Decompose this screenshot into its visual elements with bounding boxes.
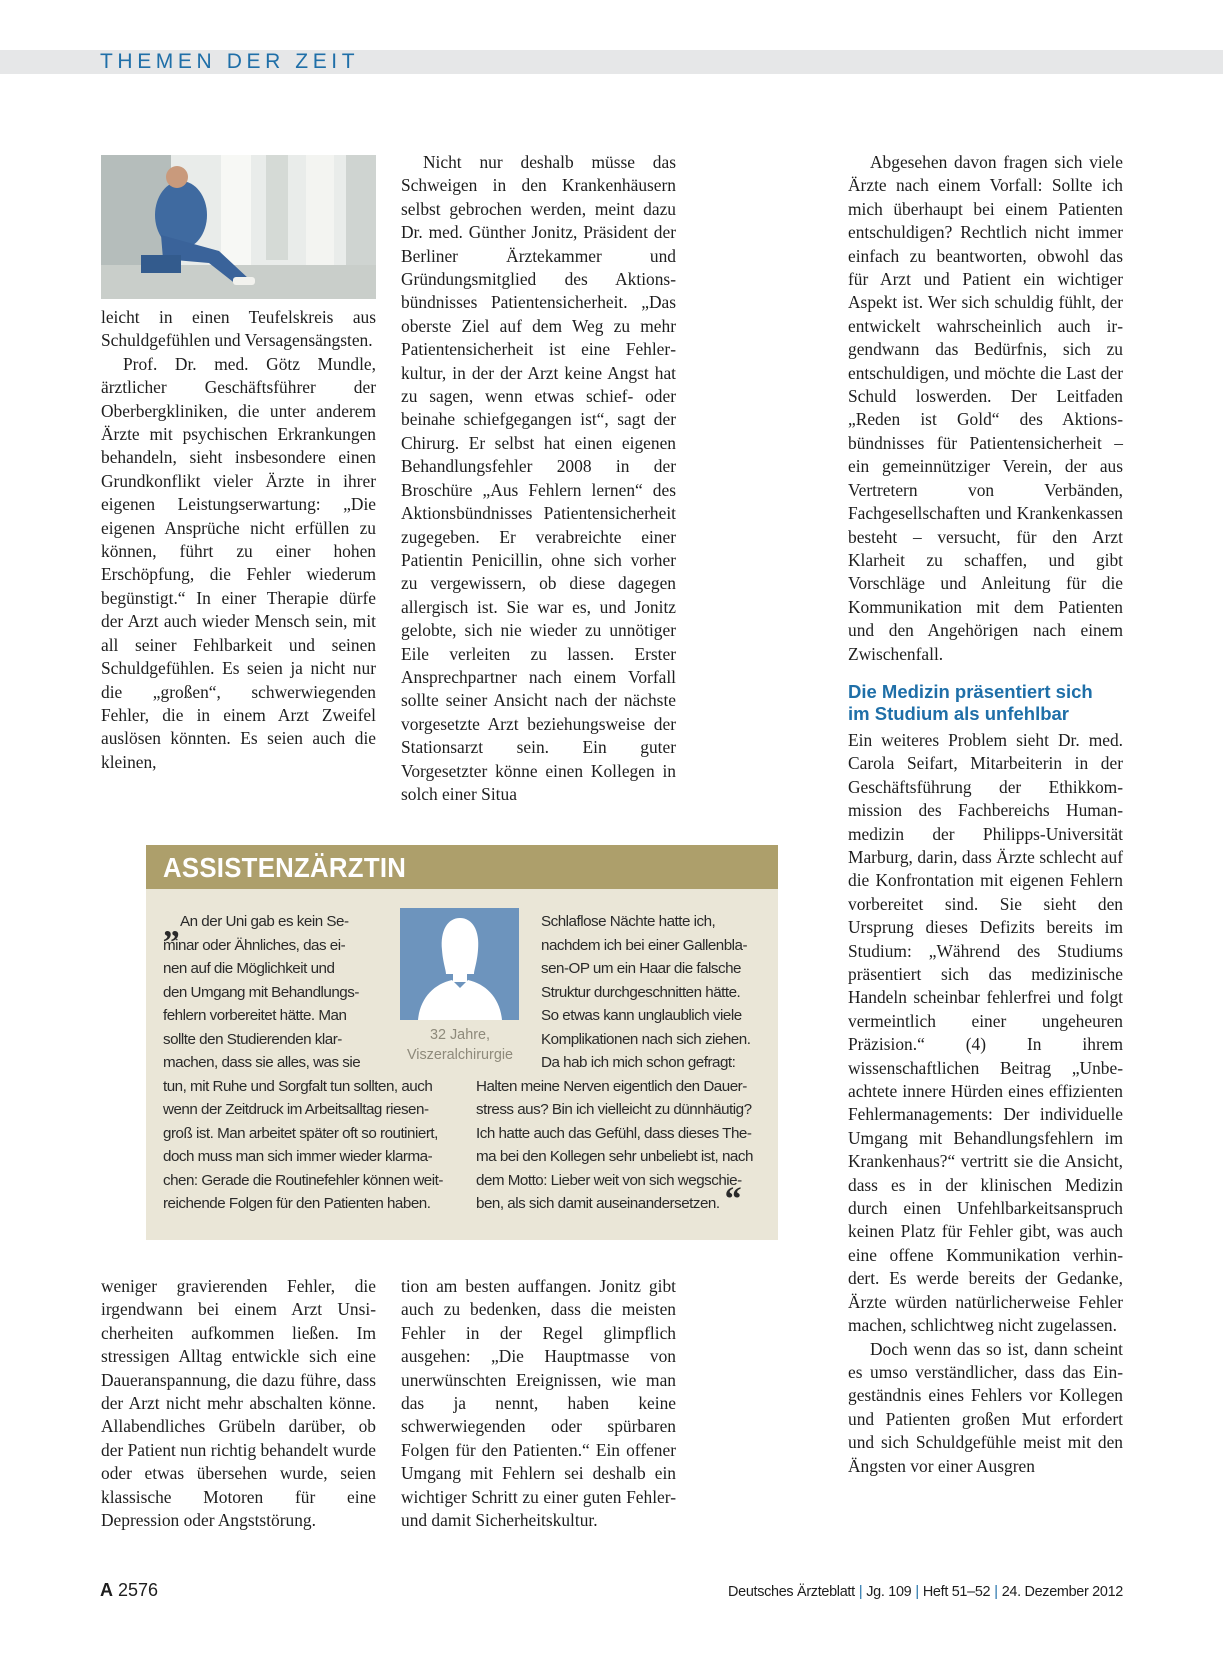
paragraph: tion am besten auffangen. Jonitz gibt auch zu bedenken, dass die meisten Fehler in der Regel glimpflich ausgehen: „Die Hauptmasse von unerwünschten Ereignissen, wie man das ja nennt, haben keine schwerwiegenden oder spürbaren Folgen für den Patienten.“ Ein offener Umgang mit Fehlern sei deshalb ein wichtiger Schritt zu einer guten Fehler- und damit Sicherheitskultur.	[401, 1276, 676, 1531]
article-column-2-bottom	[401, 1275, 676, 1532]
quote-box	[146, 845, 778, 1240]
paragraph: Nicht nur deshalb müsse das Schweigen in den Krankenhäusern selbst gebrochen werden, meint dazu Dr. med. Günther Jonitz, Präsident der Berliner Ärztekammer und Gründungsmitglied des Aktionsbündnisses Patientensicherheit. „Das oberste Ziel auf dem Weg zu mehr Patientensicherheit ist eine Fehlerkultur, in der der Arzt keine Angst hat zu sagen, wenn etwas schief- oder beinahe schiefgegangen ist“, sagt der Chirurg. Er selbst hat einen eigenen Behandlungsfehler 2008 in der Broschüre „Aus Fehlern lernen“ des Aktionsbündnisses Patientensicherheit zugegeben. Er verabreichte einer Patientin Penicillin, ohne sich vorher zu vergewissern, ob diese dagegen allergisch ist. Sie war es, und Jonitz gelobte, sich nie wieder zu unnötiger Eile verleiten zu lassen. Erster Ansprechpartner nach einem Vorfall sollte seiner Ansicht nach der nächste vorgesetzte Arzt beziehungsweise der Stationsarzt sein. Ein guter Vorgesetzter könne einen Kollegen in solch einer Situa	[401, 152, 676, 804]
quote-right-lower: Halten meine Nerven eigentlich den Dauer- stress aus? Bin ich vielleicht zu dünnhäutig? Ich hatte auch das Gefühl, dass dieses The- ma bei den Kollegen sehr unbeliebt ist, nach dem Motto: Lieber weit von sich wegschie- ben, als sich damit auseinandersetzen. “	[476, 1077, 753, 1218]
open-quote-mark: „	[163, 907, 176, 944]
doctor-sitting-on-floor-photo	[101, 155, 376, 299]
quote-left: „ An der Uni gab es kein Se- minar oder Ähnliches, das ei- nen auf die Möglichkeit und den Umgang mit Behandlungs- fehlern vorbereitet hätte. Man sollte den Studierenden klar- machen, dass sie alles, was sie tun, mit Ruhe und Sorgfalt tun sollten, auch wenn der Zeitdruck im Arbeitsalltag riesen- groß ist. Man arbeitet später oft so routiniert, doch muss man sich immer wieder klarma- chen: Gerade die Routinefehler können weit- reichende Folgen für den Patienten haben.	[163, 907, 443, 1212]
paragraph: Prof. Dr. med. Götz Mundle, ärztlicher Geschäftsführer der Oberbergkliniken, die unter anderem Ärzte mit psychischen Erkrankungen behandeln, sieht insbesondere einen Grundkonflikt vieler Ärzte in ihrer eigenen Leistungserwartung: „Die eigenen Ansprüche nicht erfüllen zu können, führt zu einer hohen Erschöpfung, die Fehler wiederum begünstigt.“ In einer Therapie dürfe der Arzt auch wieder Mensch sein, mit all seiner Fehlbarkeit und seinen Schuldgefühlen. Es seien ja nicht nur die „großen“, schwerwiegenden Fehler, die in einem Arzt Zweifel auslösen könnten. Es seien auch die kleinen,	[101, 353, 376, 772]
paragraph: weniger gravierenden Fehler, die irgendwann bei einem Arzt Unsicherheiten aufkommen ließen. Im stressigen Alltag entwickle sich eine Daueranspannung, die dazu führe, dass der Arzt nicht mehr abschalten könne. Allabendliches Grübeln darüber, ob der Patient nun richtig behandelt wurde oder etwas übersehen wurde, seien klassische Motoren für eine Depression oder Angststörung.	[101, 1276, 376, 1531]
quote-box-title: ASSISTENZÄRZTIN	[163, 852, 407, 883]
quote-right-upper: Schlaflose Nächte hatte ich, nachdem ich bei einer Gallenbla- sen-OP um ein Haar die falsche Struktur durchgeschnitten hätte. So etwas kann unglaublich viele Komplikationen nach sich ziehen. Da hab ich mich schon gefragt:	[541, 913, 751, 1071]
article-column-3	[848, 151, 1123, 1478]
subheading: Die Medizin präsentiert sich im Studium als unfehlbar	[848, 680, 1093, 724]
female-silhouette-icon	[400, 908, 519, 1020]
article-column-1-top	[101, 306, 376, 774]
article-column-2-top	[401, 151, 676, 806]
paragraph: Abgesehen davon fragen sich viele Ärzte nach einem Vorfall: Sollte ich mich überhaupt bei einem Patienten entschuldigen? Rechtlich nicht immer einfach zu beantworten, obwohl das für Arzt und Patient ein wichtiger Aspekt ist. Wer sich schuldig fühlt, der entwickelt wahrscheinlich auch irgendwann das Bedürfnis, sich zu entschuldigen, und möchte die Last der Schuld loswerden. Der Leitfaden „Reden ist Gold“ des Aktionsbündnisses für Patientensicherheit – ein gemeinnütziger Verein, der aus Vertretern von Verbänden, Fachgesellschaften und Krankenkassen besteht – versucht, für den Arzt Klarheit zu schaffen, und gibt Vorschläge und Anleitung für die Kommunikation mit dem Patienten und den Angehörigen nach einem Zwischenfall.	[848, 152, 1123, 664]
paragraph: Ein weiteres Problem sieht Dr. med. Carola Seifart, Mitarbeiterin in der Geschäftsführung der Ethikkommission des Fachbereichs Humanmedizin der Philipps-Universität Marburg, darin, dass Ärzte schlecht auf die Konfrontation mit eigenen Fehlern vorbereitet sind. Sie sieht den Ursprung dieses Defizits bereits im Studium: „Während des Studiums präsentiert sich das medizinische Handeln scheinbar fehlerfrei und folgt vermeintlich einer ungeheuren Präzision.“ (4) In ihrem wissenschaftlichen Beitrag „Unbeachtete innere Hürden eines effizienten Fehlermanagements: Der individuelle Umgang mit Behandlungsfehlern im Krankenhaus?“ vertritt sie die Ansicht, dass es in der klinischen Medizin durch einen Unfehlbarkeitsanspruch keinen Platz für Fehler gibt, was auch eine offene Kommunikation verhindert. Es werde bereits der Gedanke, Ärzte würden natürlicherweise Fehler machen, schlichtweg nicht zugelassen.	[848, 729, 1123, 1336]
footer-citation: Deutsches Ärzteblatt | Jg. 109 | Heft 51–52 | 24. Dezember 2012	[728, 1584, 1123, 1600]
page-number: A 2576	[100, 1580, 159, 1600]
paragraph: Doch wenn das so ist, dann scheint es umso verständlicher, dass das Eingeständnis eines Fehlers vor Kollegen und Patienten großen Mut erfordert und sich Schuldgefühle meist mit den Ängsten vor einer Ausgren	[848, 1338, 1123, 1476]
article-column-1-bottom	[101, 1275, 376, 1532]
quote-box-header	[146, 845, 778, 889]
close-quote-mark: “	[724, 1181, 742, 1218]
section-title: THEMEN DER ZEIT	[100, 50, 360, 73]
paragraph: leicht in einen Teufelskreis aus Schuldgefühlen und Versagensängsten.	[101, 307, 376, 351]
avatar-caption: 32 Jahre, Viszeralchirurgie	[406, 1027, 514, 1063]
